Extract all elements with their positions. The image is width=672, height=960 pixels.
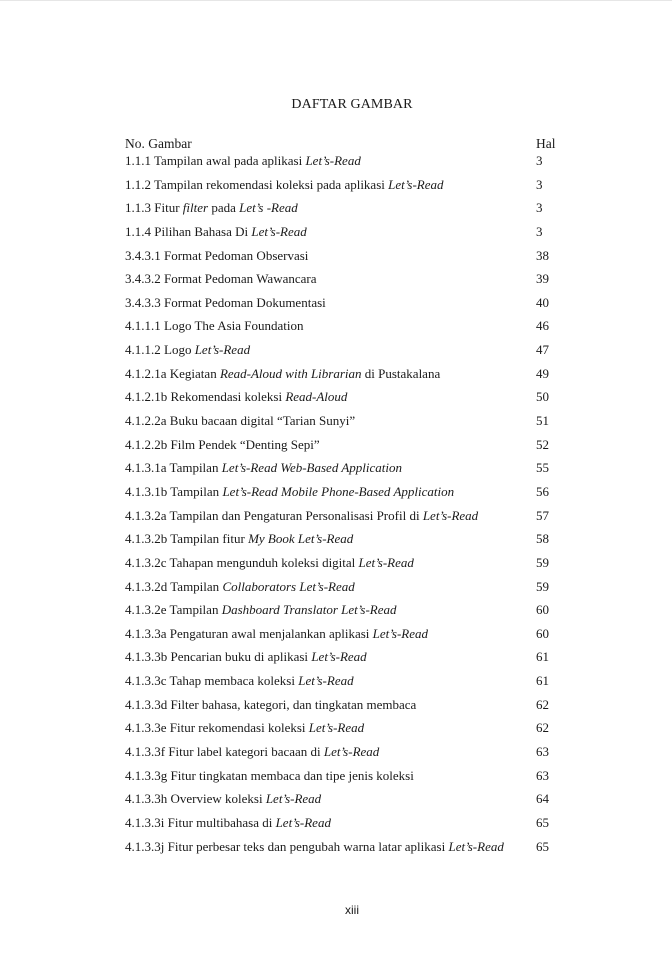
italic-text: Let’s-Read xyxy=(422,507,479,523)
figure-caption xyxy=(125,672,354,690)
figure-caption xyxy=(125,223,307,241)
caption-text: 1.1.4 Pilihan Bahasa Di xyxy=(125,223,252,239)
list-item xyxy=(125,625,565,649)
list-item xyxy=(125,294,565,318)
figure-caption xyxy=(125,365,440,383)
figure-page: 61 xyxy=(536,649,549,665)
caption-text: 4.1.3.2d Tampilan xyxy=(125,578,223,594)
italic-text: Let’s-Read xyxy=(308,720,365,736)
list-item xyxy=(125,341,565,365)
figure-caption xyxy=(125,483,454,501)
italic-text: Let’s-Read xyxy=(388,176,444,192)
figure-caption xyxy=(125,436,320,454)
caption-text: 4.1.3.3g Fitur tingkatan membaca dan tipe jenis koleksi xyxy=(125,767,414,783)
italic-text: My Book Let’s-Read xyxy=(248,531,354,547)
figure-page: 60 xyxy=(536,625,549,641)
figure-caption xyxy=(125,199,298,217)
caption-text: 4.1.3.3f Fitur label kategori bacaan di xyxy=(125,744,324,760)
italic-text: Let’s-Read xyxy=(298,673,354,689)
figure-caption xyxy=(125,507,478,525)
figure-page: 38 xyxy=(536,247,549,263)
figure-caption xyxy=(125,341,250,359)
figure-caption xyxy=(125,270,317,288)
italic-text: Let’s-Read xyxy=(358,554,414,570)
list-item xyxy=(125,767,565,791)
caption-text: 4.1.3.3c Tahap membaca koleksi xyxy=(125,673,299,689)
list-item xyxy=(125,578,565,602)
italic-text: Let’s-Read xyxy=(265,791,322,807)
figure-caption xyxy=(125,294,326,312)
caption-text: 4.1.3.2c Tahapan mengunduh koleksi digital xyxy=(125,554,359,570)
figure-page: 62 xyxy=(536,696,549,712)
figure-caption xyxy=(125,152,361,170)
figure-page: 56 xyxy=(536,483,549,499)
caption-text: 3.4.3.2 Format Pedoman Wawancara xyxy=(125,271,317,287)
list-item xyxy=(125,814,565,838)
caption-text: 4.1.3.3e Fitur rekomendasi koleksi xyxy=(125,720,309,736)
figure-list xyxy=(125,135,565,861)
caption-text: 4.1.2.2a Buku bacaan digital “Tarian Sunyi” xyxy=(125,413,356,429)
figure-caption xyxy=(125,790,321,808)
figure-page: 59 xyxy=(536,578,549,594)
figure-caption xyxy=(125,719,364,737)
caption-text: 4.1.2.1a Kegiatan xyxy=(125,365,220,381)
header-page: Hal xyxy=(536,136,556,151)
figure-page: 63 xyxy=(536,767,549,783)
list-item xyxy=(125,436,565,460)
italic-text: filter xyxy=(182,200,209,216)
figure-caption xyxy=(125,578,355,596)
figure-page: 49 xyxy=(536,365,549,381)
figure-caption xyxy=(125,388,347,406)
figure-page: 52 xyxy=(536,436,549,452)
page-title: DAFTAR GAMBAR xyxy=(291,97,413,112)
list-item xyxy=(125,223,565,247)
figure-caption xyxy=(125,554,414,572)
list-item xyxy=(125,247,565,271)
caption-text: 4.1.2.2b Film Pendek “Denting Sepi” xyxy=(125,436,320,452)
italic-text: Let’s-Read Web-Based Application xyxy=(221,460,402,476)
list-item xyxy=(125,601,565,625)
page-number: xiii xyxy=(345,903,359,917)
figure-page: 3 xyxy=(536,223,543,239)
caption-text: 4.1.3.2b Tampilan fitur xyxy=(125,531,249,547)
list-item xyxy=(125,176,565,200)
caption-text: 4.1.3.1b Tampilan xyxy=(125,483,223,499)
italic-text: Let’s-Read xyxy=(448,838,504,854)
italic-text: Collaborators Let’s-Read xyxy=(222,578,355,594)
figure-page: 60 xyxy=(536,602,549,618)
figure-caption xyxy=(125,412,355,430)
list-item xyxy=(125,530,565,554)
figure-page: 62 xyxy=(536,720,549,736)
italic-text: Let’s -Read xyxy=(239,200,298,216)
figure-page: 50 xyxy=(536,389,549,405)
list-item xyxy=(125,365,565,389)
figure-caption xyxy=(125,459,402,477)
list-item xyxy=(125,507,565,531)
italic-text: Let’s-Read xyxy=(372,625,429,641)
list-header xyxy=(125,135,565,152)
caption-text: 4.1.3.1a Tampilan xyxy=(125,460,222,476)
italic-text: Let’s-Read xyxy=(194,342,251,358)
caption-text: 4.1.3.2a Tampilan dan Pengaturan Personalisasi Profil di xyxy=(125,507,423,523)
figure-page: 3 xyxy=(536,176,543,192)
figure-page: 39 xyxy=(536,271,549,287)
caption-text: di Pustakalana xyxy=(361,365,441,381)
figure-page: 46 xyxy=(536,318,549,334)
italic-text: Let’s-Read xyxy=(305,153,361,168)
figure-page: 59 xyxy=(536,554,549,570)
italic-text: Read-Aloud xyxy=(285,389,348,405)
caption-text: 4.1.3.3i Fitur multibahasa di xyxy=(125,814,276,830)
caption-text: 4.1.1.1 Logo The Asia Foundation xyxy=(125,318,304,334)
figure-page: 64 xyxy=(536,791,549,807)
list-item xyxy=(125,270,565,294)
italic-text: Read-Aloud with Librarian xyxy=(219,365,362,381)
figure-caption xyxy=(125,625,428,643)
figure-page: 3 xyxy=(536,200,543,216)
figure-caption xyxy=(125,814,331,832)
figure-page: 65 xyxy=(536,814,549,830)
caption-text: 4.1.3.3j Fitur perbesar teks dan pengubah warna latar aplikasi xyxy=(125,838,449,854)
figure-page: 57 xyxy=(536,507,549,523)
figure-page: 47 xyxy=(536,342,549,358)
list-item xyxy=(125,672,565,696)
list-item xyxy=(125,199,565,223)
italic-text: Let’s-Read xyxy=(311,649,367,665)
figure-caption xyxy=(125,317,304,335)
caption-text: 4.1.2.1b Rekomendasi koleksi xyxy=(125,389,286,405)
list-item xyxy=(125,719,565,743)
caption-text: 4.1.3.3d Filter bahasa, kategori, dan tingkatan membaca xyxy=(125,696,417,712)
caption-text: 3.4.3.1 Format Pedoman Observasi xyxy=(125,247,309,263)
figure-caption xyxy=(125,247,308,265)
list-item xyxy=(125,483,565,507)
figure-caption xyxy=(125,743,379,761)
caption-text: 1.1.3 Fitur xyxy=(125,200,183,216)
caption-text: 4.1.3.3a Pengaturan awal menjalankan aplikasi xyxy=(125,625,373,641)
italic-text: Let’s-Read xyxy=(251,223,307,239)
page-top-border xyxy=(0,0,672,1)
figure-caption xyxy=(125,767,414,785)
list-item xyxy=(125,412,565,436)
figure-page: 63 xyxy=(536,744,549,760)
figure-page: 40 xyxy=(536,294,549,310)
caption-text: 4.1.1.2 Logo xyxy=(125,342,195,358)
caption-text: 4.1.3.2e Tampilan xyxy=(125,602,222,618)
figure-page: 58 xyxy=(536,531,549,547)
figure-caption xyxy=(125,648,367,666)
figure-caption xyxy=(125,838,504,856)
figure-page: 55 xyxy=(536,460,549,476)
figure-page: 61 xyxy=(536,673,549,689)
figure-caption xyxy=(125,176,444,194)
list-item xyxy=(125,743,565,767)
list-item xyxy=(125,696,565,720)
figure-page: 65 xyxy=(536,838,549,854)
figure-page: 3 xyxy=(536,153,543,168)
italic-text: Dashboard Translator Let’s-Read xyxy=(221,602,397,618)
list-item xyxy=(125,554,565,578)
header-figure-number: No. Gambar xyxy=(125,136,192,151)
caption-text: 4.1.3.3b Pencarian buku di aplikasi xyxy=(125,649,312,665)
list-item xyxy=(125,838,565,862)
figure-caption xyxy=(125,530,353,548)
caption-text: 3.4.3.3 Format Pedoman Dokumentasi xyxy=(125,294,326,310)
list-item xyxy=(125,459,565,483)
list-item xyxy=(125,388,565,412)
list-item xyxy=(125,152,565,176)
figure-page: 51 xyxy=(536,413,549,429)
italic-text: Let’s-Read xyxy=(323,744,380,760)
italic-text: Let’s-Read Mobile Phone-Based Application xyxy=(222,483,455,499)
caption-text: pada xyxy=(208,200,240,216)
figure-caption xyxy=(125,696,416,714)
list-item xyxy=(125,648,565,672)
figure-caption xyxy=(125,601,397,619)
caption-text: 1.1.1 Tampilan awal pada aplikasi xyxy=(125,153,306,168)
list-item xyxy=(125,317,565,341)
caption-text: 4.1.3.3h Overview koleksi xyxy=(125,791,266,807)
list-item xyxy=(125,790,565,814)
italic-text: Let’s-Read xyxy=(275,814,331,830)
caption-text: 1.1.2 Tampilan rekomendasi koleksi pada aplikasi xyxy=(125,176,389,192)
